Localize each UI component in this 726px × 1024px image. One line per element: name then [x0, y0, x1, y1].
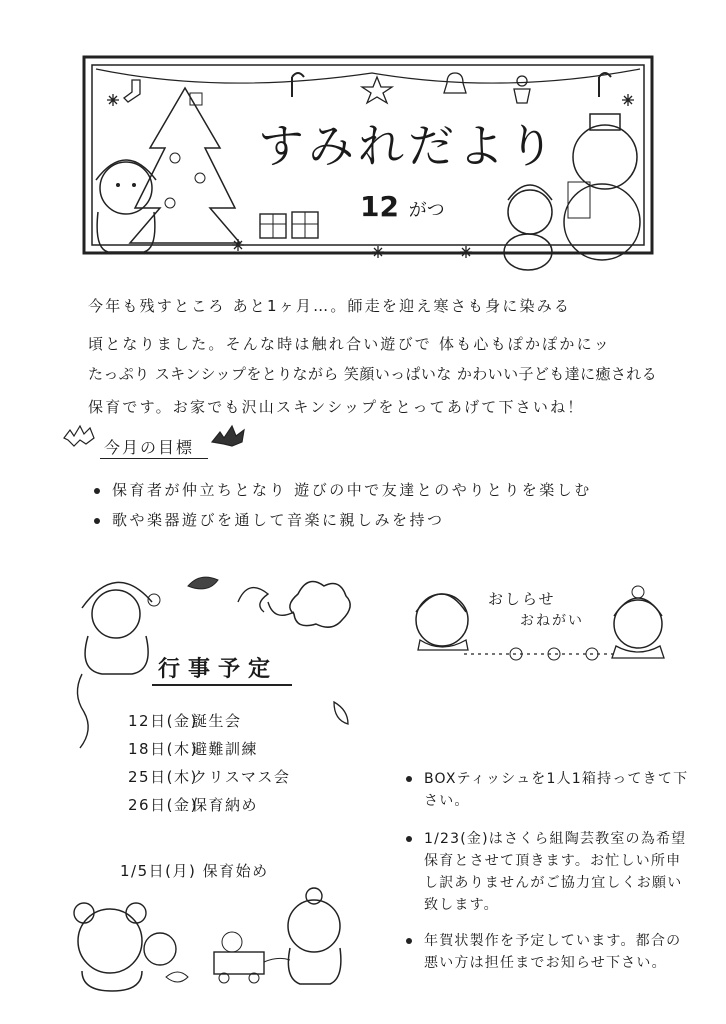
events-title: 行事予定	[158, 657, 279, 682]
gift-box-icon	[258, 202, 322, 240]
goal-item	[94, 509, 445, 530]
bullet-icon	[406, 836, 412, 842]
leaf-icon	[330, 700, 354, 728]
goals-heading: 今月の目標	[104, 438, 195, 457]
bear-character-icon	[66, 895, 196, 995]
notice-text: 年賀状製作を予定しています。都合の悪い方は担任までお知らせ下さい。	[424, 933, 682, 971]
event-extra: 1/5日(月) 保育始め	[120, 862, 269, 880]
swirl-cloud-icon	[228, 572, 358, 644]
candy-cane-icon	[599, 73, 611, 97]
gingerbread-icon	[514, 76, 530, 103]
notice-subtitle: おねがい	[520, 613, 584, 629]
events-underline	[152, 684, 292, 686]
event-date: 26日(金)	[128, 796, 198, 814]
intro-line: 保育です。お家でも沢山スキンシップをとってあげて下さいね！	[88, 398, 585, 416]
bell-icon	[444, 73, 466, 93]
event-row	[128, 794, 258, 815]
notice-text: 1/23(金)はさくら組陶芸教室の為希望保育とさせて頂きます。お忙しい所申し訳ありませんがご協力宜しくお願い致します。	[424, 831, 687, 913]
goal-text: 保育者が仲立ちとなり 遊びの中で友達とのやりとりを楽しむ	[112, 481, 592, 499]
goal-text: 歌や楽器遊びを通して音楽に親しみを持つ	[112, 511, 445, 529]
snowflake-icon	[107, 94, 119, 106]
goal-item	[94, 479, 592, 500]
notice-item	[406, 768, 696, 812]
event-row	[128, 710, 242, 731]
holly-leaf-icon	[210, 424, 246, 452]
event-name: 保育納め	[192, 796, 259, 814]
child-character-icon	[86, 140, 166, 255]
newsletter-title: すみれだより	[258, 119, 558, 173]
event-row	[128, 738, 258, 759]
leaf-icon	[186, 572, 222, 596]
notice-title: おしらせ	[488, 590, 556, 608]
star-icon	[362, 77, 392, 103]
month-suffix: がつ	[408, 200, 445, 221]
bullet-icon	[94, 518, 100, 524]
notice-item	[406, 828, 696, 916]
goals-underline	[100, 458, 208, 459]
bullet-icon	[406, 938, 412, 944]
vine-decoration-icon	[68, 672, 98, 752]
holly-leaf-icon	[62, 424, 98, 452]
bullet-icon	[406, 776, 412, 782]
intro-line: 頃となりました。そんな時は触れ合い遊びで 体も心もぽかぽかにッ	[88, 335, 611, 353]
event-date: 25日(木)	[128, 768, 198, 786]
child-character-icon	[68, 570, 168, 680]
event-name: クリスマス会	[192, 768, 291, 786]
event-row	[128, 766, 290, 787]
snowflake-icon	[372, 246, 384, 258]
event-date: 18日(木)	[128, 740, 198, 758]
candy-cane-icon	[292, 73, 304, 97]
bullet-icon	[94, 488, 100, 494]
snowflake-icon	[460, 246, 472, 258]
child-with-cart-icon	[206, 882, 356, 992]
notice-item	[406, 930, 696, 974]
notice-garland	[460, 638, 620, 668]
month-number: 12	[360, 190, 399, 223]
intro-line: 今年も残すところ あと1ヶ月…。師走を迎え寒さも身に染みる	[88, 297, 572, 315]
intro-line: たっぷり スキンシップをとりながら 笑顔いっぱいな かわいい子ども達に癒される	[88, 365, 658, 383]
month-label	[360, 190, 445, 223]
notice-text: BOXティッシュを1人1箱持ってきて下さい。	[424, 771, 689, 809]
event-date: 12日(金)	[128, 712, 198, 730]
event-name: 誕生会	[192, 712, 242, 730]
event-name: 避難訓練	[192, 740, 259, 758]
snowflake-icon	[622, 94, 634, 106]
